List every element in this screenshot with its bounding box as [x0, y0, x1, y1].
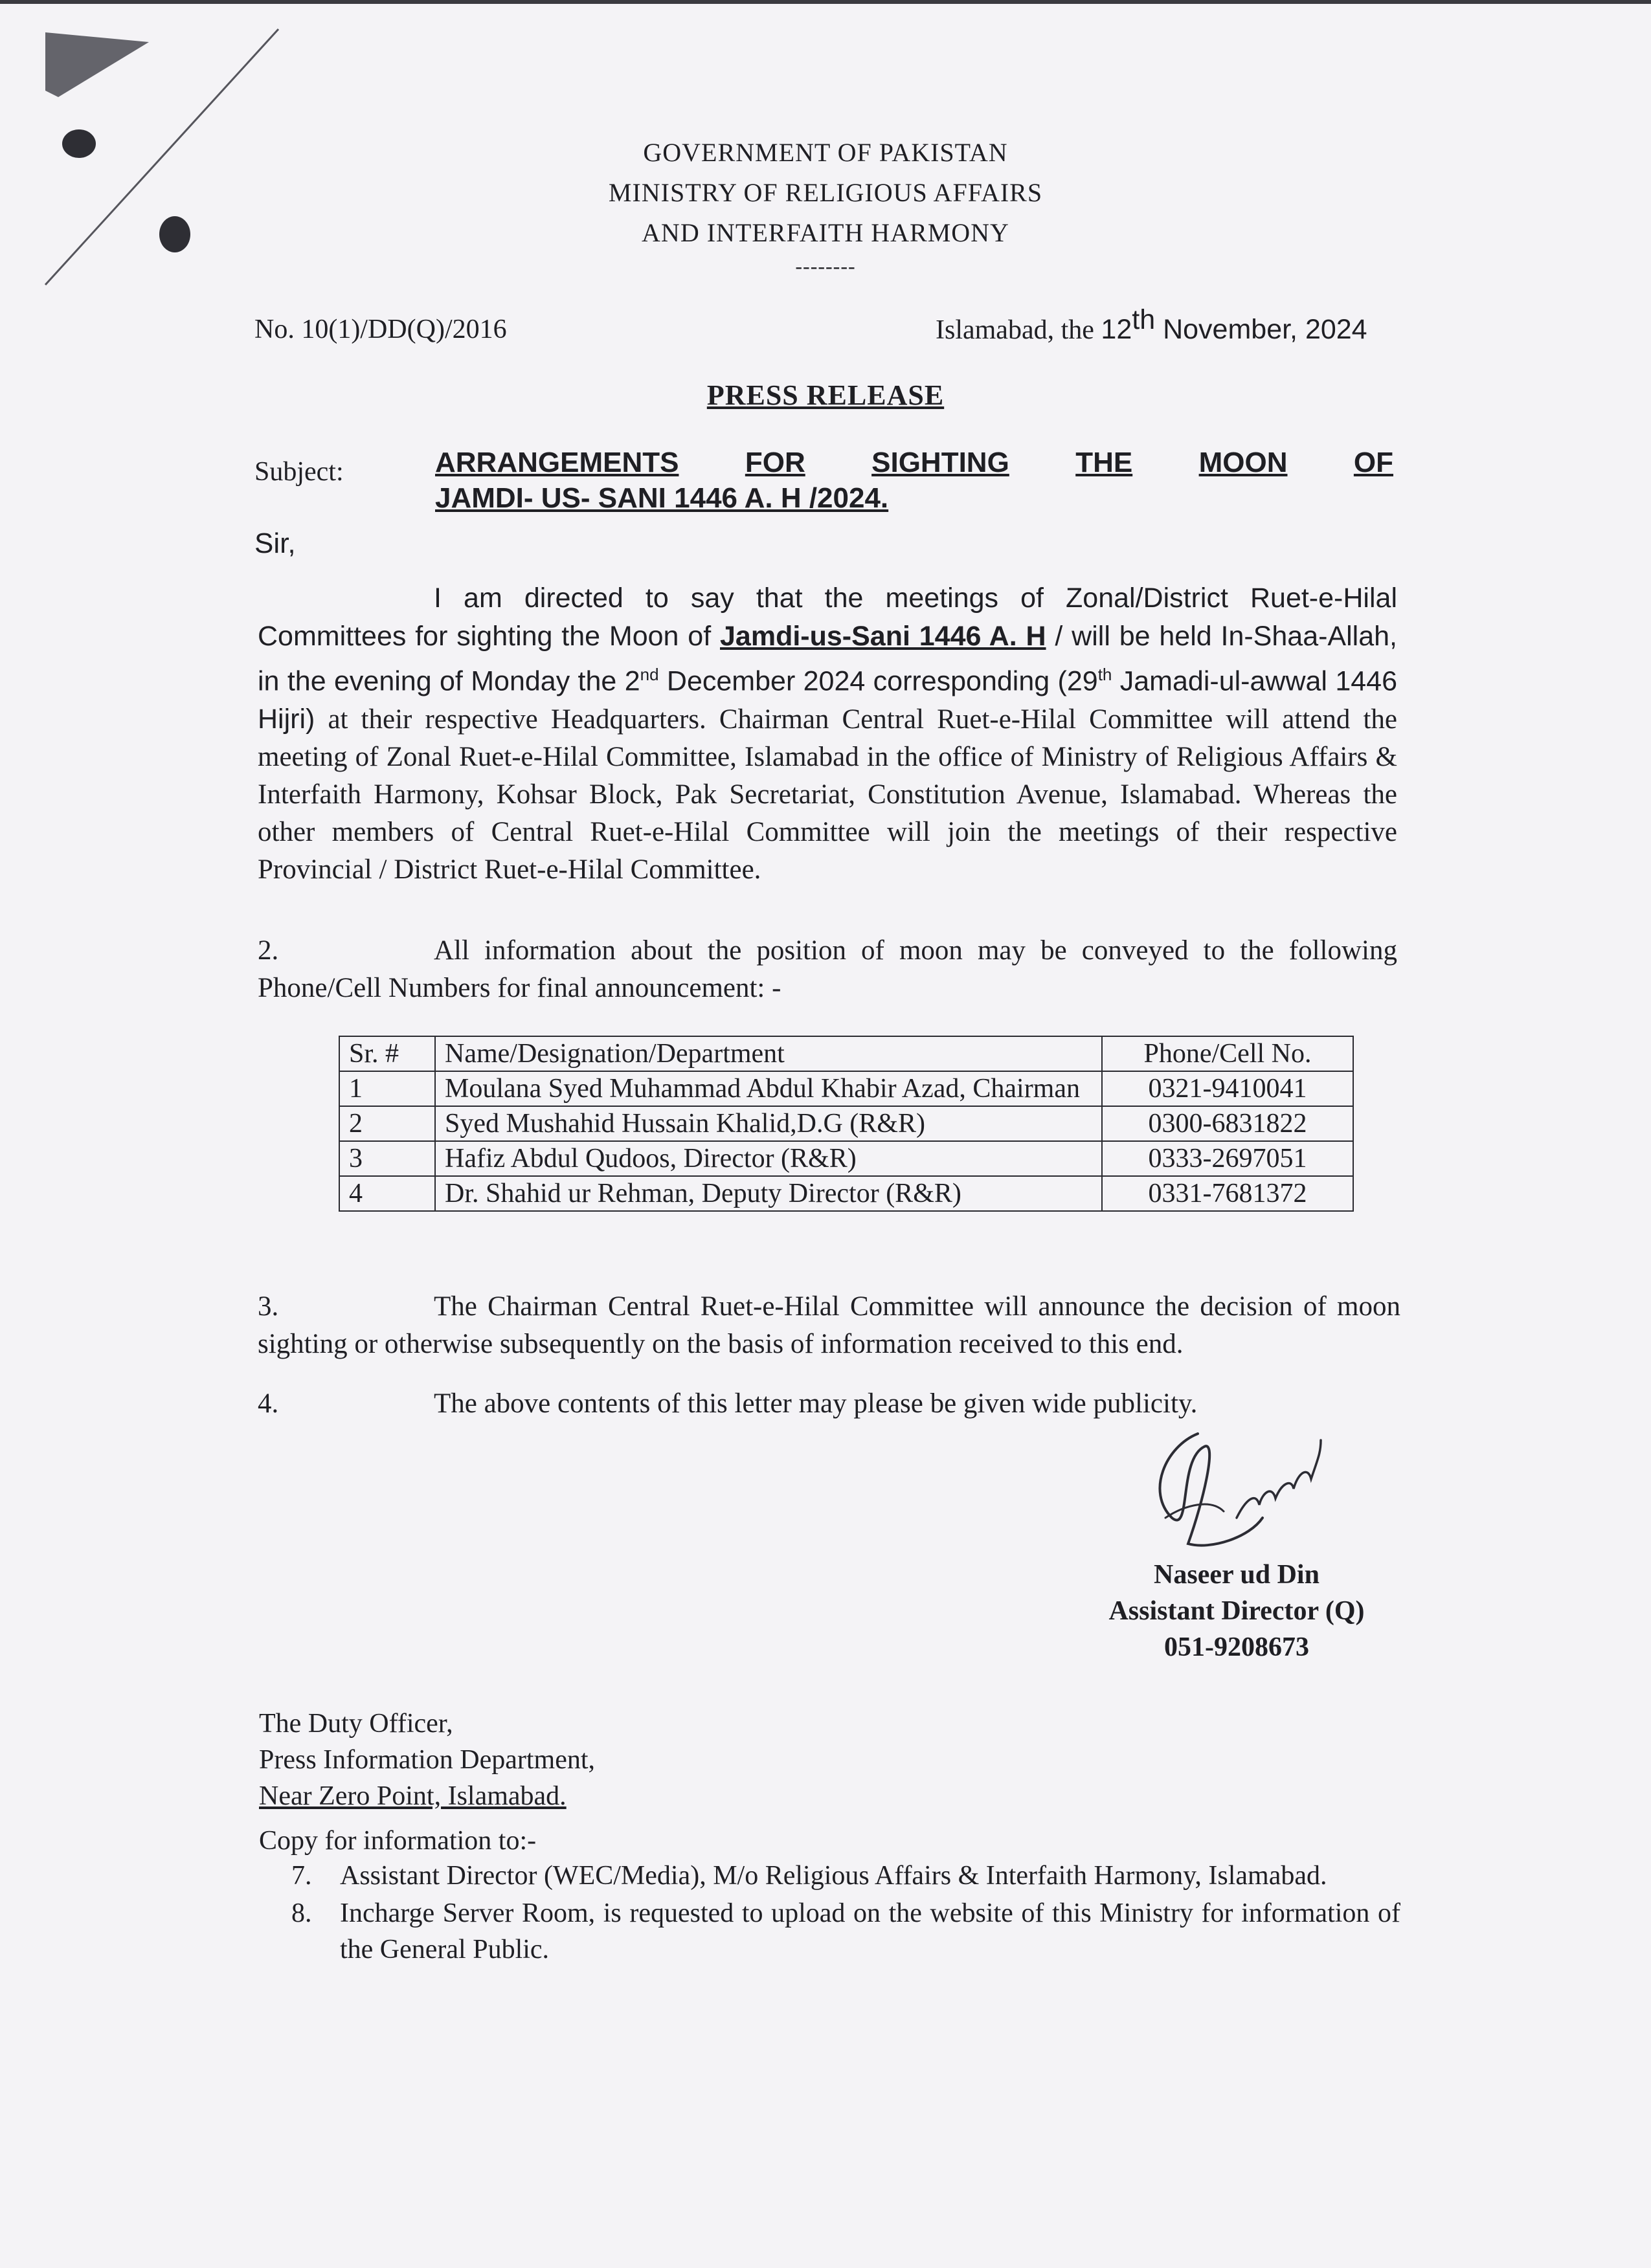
copy-item-number: 7.	[291, 1861, 312, 1891]
table-row	[339, 1141, 1353, 1176]
para2-text: All information about the position of moon may be conveyed to the following Phone/Cell Numbers for final announcement: -	[258, 935, 1397, 1003]
copy-list	[291, 1858, 1400, 1969]
table-row	[339, 1176, 1353, 1211]
signatory-designation: Assistant Director (Q)	[1108, 1596, 1365, 1626]
subject-line-1	[435, 447, 1393, 479]
signatory-block	[1036, 1557, 1437, 1665]
addressee-line-3: Near Zero Point, Islamabad.	[259, 1781, 567, 1811]
para1-sup-th: th	[1097, 665, 1112, 684]
date-line	[936, 304, 1367, 346]
subject-word: OF	[1353, 447, 1393, 478]
col-header-phone: Phone/Cell No.	[1102, 1036, 1353, 1071]
cell-sr: 3	[339, 1141, 435, 1176]
subject-word: SIGHTING	[871, 447, 1009, 478]
contacts-table	[339, 1036, 1354, 1212]
paragraph-4	[258, 1385, 1397, 1423]
letterhead	[0, 133, 1651, 279]
paragraph-2	[258, 932, 1397, 1007]
cell-sr: 2	[339, 1106, 435, 1141]
cell-sr: 1	[339, 1071, 435, 1106]
subject-word: FOR	[745, 447, 805, 478]
date-prefix: Islamabad, the	[936, 315, 1101, 345]
paragraph-3	[258, 1288, 1400, 1363]
letterhead-ministry: MINISTRY OF RELIGIOUS AFFAIRS	[608, 178, 1043, 207]
table-row	[339, 1071, 1353, 1106]
copy-item-number: 8.	[291, 1898, 312, 1928]
date-day: 12	[1101, 314, 1132, 345]
date-suffix: th	[1132, 304, 1156, 335]
para3-number: 3.	[258, 1291, 279, 1322]
handwritten-signature	[1127, 1421, 1386, 1570]
subject-word: MOON	[1198, 447, 1288, 478]
copy-item-text: Assistant Director (WEC/Media), M/o Religious Affairs & Interfaith Harmony, Islamabad.	[340, 1861, 1327, 1891]
para4-text: The above contents of this letter may please be given wide publicity.	[434, 1388, 1198, 1419]
signatory-phone: 051-9208673	[1164, 1632, 1309, 1662]
reference-number: No. 10(1)/DD(Q)/2016	[254, 315, 507, 344]
subject-word: ARRANGEMENTS	[435, 447, 679, 478]
addressee-line-2: Press Information Department,	[259, 1745, 596, 1775]
para1-text-c: December 2024 corresponding (29	[658, 665, 1098, 697]
cell-phone: 0333-2697051	[1102, 1141, 1353, 1176]
paragraph-1	[258, 579, 1397, 889]
letterhead-government: GOVERNMENT OF PAKISTAN	[643, 138, 1008, 167]
col-header-name: Name/Designation/Department	[435, 1036, 1102, 1071]
salutation: Sir,	[254, 528, 296, 559]
letterhead-ministry-cont: AND INTERFAITH HARMONY	[642, 218, 1009, 247]
para1-moon-name: Jamdi-us-Sani 1446 A. H	[720, 621, 1046, 652]
letterhead-separator: --------	[795, 254, 856, 278]
copy-item-text: Incharge Server Room, is requested to upload on the website of this Ministry for information of the General Public.	[340, 1898, 1400, 1964]
document-title: PRESS RELEASE	[706, 379, 945, 411]
para1-text-b: / will be held In-Shaa-Allah, in the evening of Monday the 2	[258, 621, 1397, 697]
cell-name: Hafiz Abdul Qudoos, Director (R&R)	[435, 1141, 1102, 1176]
list-item	[291, 1895, 1400, 1968]
cell-name: Syed Mushahid Hussain Khalid,D.G (R&R)	[435, 1106, 1102, 1141]
col-header-sr: Sr. #	[339, 1036, 435, 1071]
table-row	[339, 1106, 1353, 1141]
addressee-block	[259, 1706, 595, 1814]
cell-phone: 0331-7681372	[1102, 1176, 1353, 1211]
cell-name: Dr. Shahid ur Rehman, Deputy Director (R&R)	[435, 1176, 1102, 1211]
signatory-name: Naseer ud Din	[1154, 1560, 1320, 1590]
para1-text-e: at their respective Headquarters. Chairman Central Ruet-e-Hilal Committee will attend the meeting of Zonal Ruet-e-Hilal Committee, Islamabad in the office of Ministry of Religious Affairs & Interfaith Harmony, Kohsar Block, Pak Secretariat, Constitution Avenue, Islamabad. Whereas the other members of Central Ruet-e-Hilal Committee will join the meetings of their respective Provincial / District Ruet-e-Hilal Committee.	[258, 704, 1397, 885]
para2-number: 2.	[258, 935, 279, 966]
cell-sr: 4	[339, 1176, 435, 1211]
date-rest: November, 2024	[1155, 314, 1367, 345]
cell-phone: 0300-6831822	[1102, 1106, 1353, 1141]
para1-text-a: I am directed to say that the meetings of Zonal/District Ruet-e-Hilal Committees for sighting the Moon of	[258, 583, 1397, 652]
subject-word: THE	[1075, 447, 1133, 478]
subject-line-2: JAMDI- US- SANI 1446 A. H /2024.	[435, 482, 889, 514]
subject-label: Subject:	[254, 457, 344, 487]
list-item	[291, 1858, 1400, 1894]
cell-phone: 0321-9410041	[1102, 1071, 1353, 1106]
cell-name: Moulana Syed Muhammad Abdul Khabir Azad, Chairman	[435, 1071, 1102, 1106]
para3-text: The Chairman Central Ruet-e-Hilal Committee will announce the decision of moon sighting or otherwise subsequently on the basis of information received to this end.	[258, 1291, 1400, 1359]
addressee-line-1: The Duty Officer,	[259, 1709, 453, 1739]
table-header-row	[339, 1036, 1353, 1071]
scan-top-edge	[0, 0, 1651, 4]
para1-text-d: Jamadi-ul-awwal 1446 Hijri)	[258, 665, 1398, 735]
copy-label: Copy for information to:-	[259, 1826, 537, 1856]
para1-sup-nd: nd	[640, 665, 659, 684]
para4-number: 4.	[258, 1388, 279, 1419]
